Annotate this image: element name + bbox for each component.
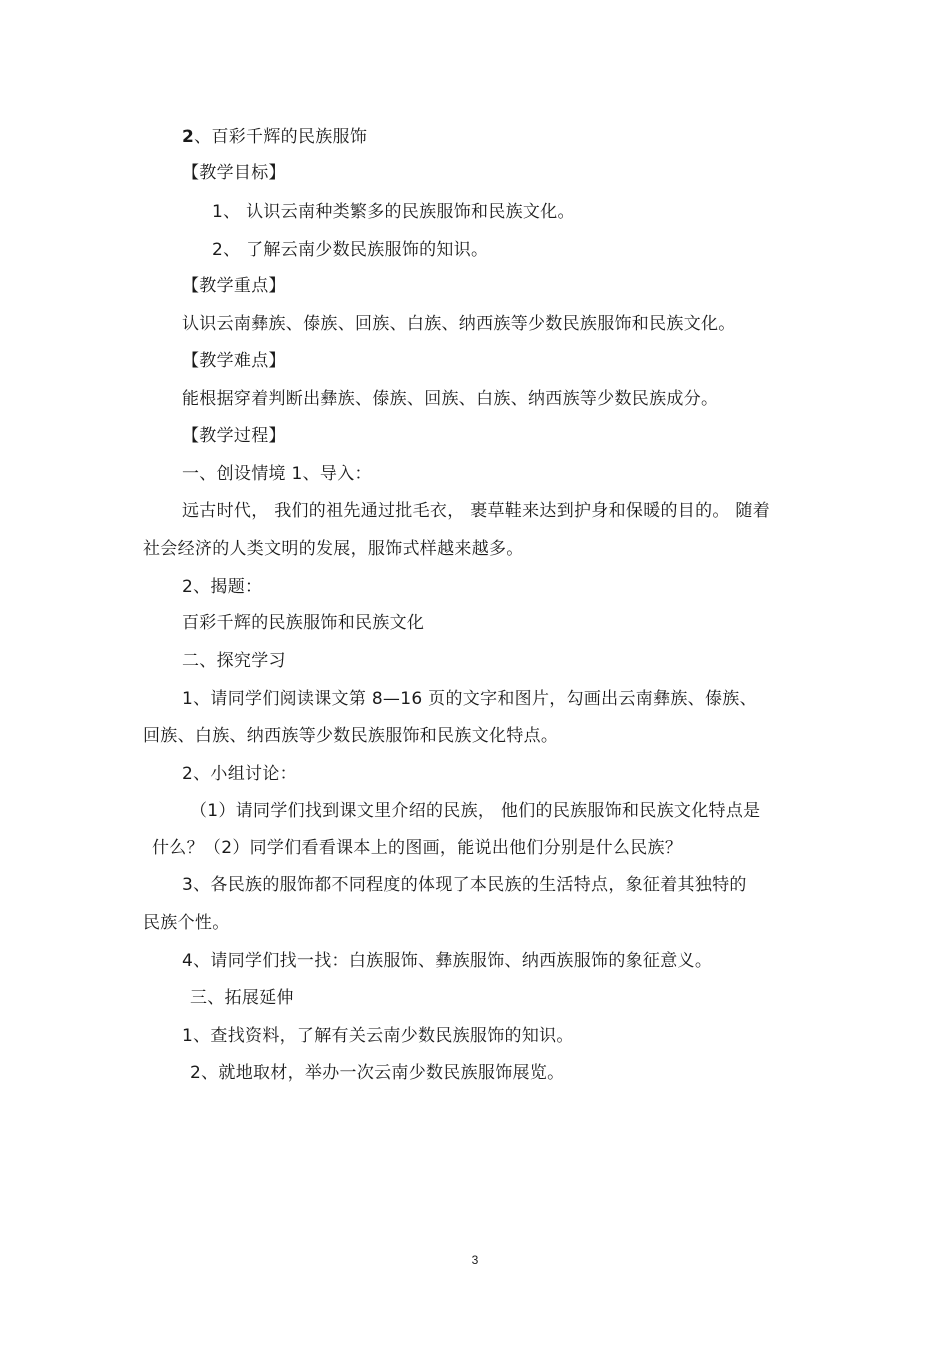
explore-4: 4、请同学们找一找：白族服饰、彝族服饰、纳西族服饰的象征意义。 — [182, 951, 713, 971]
explore-1-line-2: 回族、白族、纳西族等少数民族服饰和民族文化特点。 — [143, 726, 559, 746]
lesson-title — [182, 126, 367, 148]
key-heading: 【教学重点】 — [182, 276, 286, 296]
page-number: 3 — [471, 1253, 479, 1267]
process-heading: 【教学过程】 — [182, 426, 286, 446]
goal-item-2: 2、 了解云南少数民族服饰的知识。 — [212, 240, 489, 260]
key-text: 认识云南彝族、傣族、回族、白族、纳西族等少数民族服饰和民族文化。 — [182, 314, 736, 334]
explore-2-line-1: （1）请同学们找到课文里介绍的民族， 他们的民族服饰和民族文化特点是 — [190, 801, 761, 821]
reveal-heading: 2、揭题： — [182, 577, 263, 597]
difficulty-heading: 【教学难点】 — [182, 351, 286, 371]
explore-2-line-2: 什么？（2）同学们看看课本上的图画，能说出他们分别是什么民族？ — [152, 838, 683, 858]
explore-2-heading: 2、小组讨论： — [182, 764, 297, 784]
difficulty-text: 能根据穿着判断出彝族、傣族、回族、白族、纳西族等少数民族成分。 — [182, 389, 719, 409]
extend-2: 2、就地取材，举办一次云南少数民族服饰展览。 — [190, 1063, 565, 1083]
intro-paragraph-line-2: 社会经济的人类文明的发展，服饰式样越来越多。 — [143, 539, 524, 559]
explore-3-line-2: 民族个性。 — [143, 913, 230, 933]
explore-1-line-1: 1、请同学们阅读课文第 8—16 页的文字和图片，勾画出云南彝族、傣族、 — [182, 689, 757, 709]
lesson-number: 2 — [182, 127, 195, 147]
section-1-heading: 一、创设情境 1、导入： — [182, 464, 372, 484]
explore-3-line-1: 3、各民族的服饰都不同程度的体现了本民族的生活特点，象征着其独特的 — [182, 875, 747, 895]
section-3-heading: 三、拓展延伸 — [190, 988, 294, 1008]
extend-1: 1、查找资料，了解有关云南少数民族服饰的知识。 — [182, 1026, 574, 1046]
section-2-heading: 二、探究学习 — [182, 651, 286, 671]
goal-heading: 【教学目标】 — [182, 163, 286, 183]
goal-item-1: 1、 认识云南种类繁多的民族服饰和民族文化。 — [212, 202, 575, 222]
intro-paragraph-line-1: 远古时代， 我们的祖先通过批毛衣， 裹草鞋来达到护身和保暖的目的。 随着 — [182, 501, 771, 521]
lesson-title-text: 、百彩千辉的民族服饰 — [194, 127, 368, 147]
reveal-text: 百彩千辉的民族服饰和民族文化 — [182, 613, 425, 633]
